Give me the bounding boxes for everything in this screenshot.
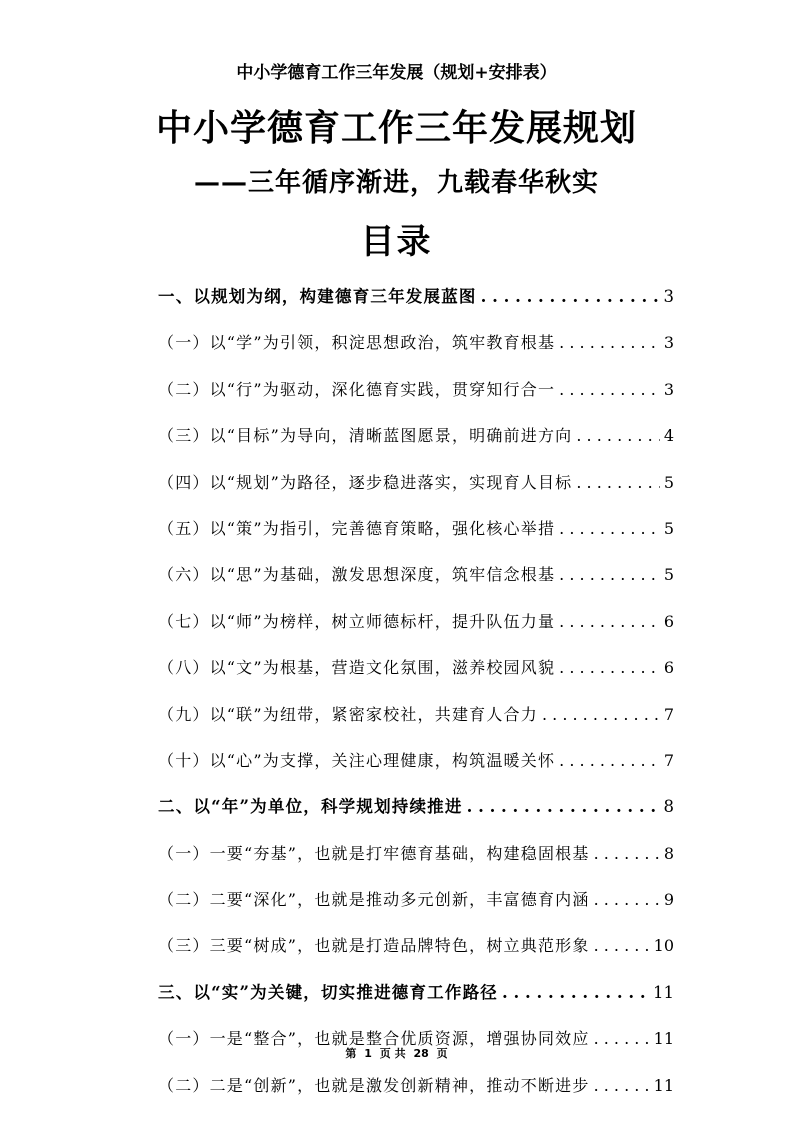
- toc-entry-text: （一）一是“整合”，也就是整合优质资源，增强协同效应: [158, 1029, 590, 1049]
- document-title: 中小学德育工作三年发展规划: [155, 107, 637, 149]
- toc-entry-page: 3: [663, 287, 674, 306]
- toc-entry[interactable]: [158, 929, 674, 975]
- toc-entry-text: （五）以“策”为指引，完善德育策略，强化核心举措: [158, 518, 556, 538]
- toc-leader-dots: [594, 1069, 650, 1103]
- toc-entry-page: 6: [663, 658, 674, 678]
- page-header: 中小学德育工作三年发展（规划+安排表）: [236, 63, 557, 83]
- toc-entry[interactable]: [158, 790, 674, 836]
- toc-entry-text: （十）以“心”为支撑，关注心理健康，构筑温暖关怀: [158, 750, 556, 770]
- toc-entry[interactable]: [158, 698, 674, 744]
- toc-leader-dots: [594, 883, 660, 917]
- toc-entry-text: （三）三要“树成”，也就是打造品牌特色，树立典范形象: [158, 936, 590, 956]
- table-of-contents: [158, 280, 674, 1115]
- toc-leader-dots: [576, 466, 659, 500]
- toc-entry-page: 4: [663, 426, 674, 446]
- toc-entry[interactable]: [158, 837, 674, 883]
- toc-heading: 目录: [360, 222, 433, 262]
- footer-total-pages: 28: [413, 1047, 429, 1060]
- toc-entry[interactable]: [158, 466, 674, 512]
- toc-entry-page: 5: [663, 565, 674, 585]
- toc-entry-text: （二）二要“深化”，也就是推动多元创新，丰富德育内涵: [158, 890, 590, 910]
- toc-leader-dots: [542, 698, 660, 732]
- toc-entry-page: 7: [663, 704, 674, 724]
- toc-entry[interactable]: [158, 976, 674, 1022]
- footer-page-number: 1: [364, 1047, 372, 1060]
- toc-entry[interactable]: [158, 512, 674, 558]
- toc-leader-dots: [559, 558, 660, 592]
- toc-entry-text: （三）以“目标”为导向，清晰蓝图愿景，明确前进方向: [158, 426, 573, 446]
- toc-entry-page: 11: [653, 1075, 674, 1095]
- toc-entry-text: （六）以“思”为基础，激发思想深度，筑牢信念根基: [158, 565, 556, 585]
- toc-leader-dots: [559, 651, 660, 685]
- toc-entry[interactable]: [158, 373, 674, 419]
- toc-leader-dots: [467, 790, 660, 824]
- toc-entry[interactable]: [158, 280, 674, 326]
- toc-entry-text: （八）以“文”为根基，营造文化氛围，滋养校园风貌: [158, 658, 556, 678]
- toc-entry-page: 3: [663, 333, 674, 353]
- toc-leader-dots: [559, 373, 660, 407]
- toc-entry-text: （一）一要“夯基”，也就是打牢德育基础，构建稳固根基: [158, 843, 590, 863]
- footer-middle: 页 共: [379, 1047, 406, 1060]
- toc-entry[interactable]: [158, 651, 674, 697]
- toc-entry-text: 三、以“实”为关键，切实推进德育工作路径: [158, 982, 498, 1002]
- toc-leader-dots: [594, 837, 660, 871]
- toc-entry-text: （七）以“师”为榜样，树立师德标杆，提升队伍力量: [158, 611, 556, 631]
- toc-entry[interactable]: [158, 326, 674, 372]
- toc-entry-text: （四）以“规划”为路径，逐步稳进落实，实现育人目标: [158, 472, 573, 492]
- toc-entry-page: 8: [663, 843, 674, 863]
- toc-entry-page: 9: [663, 890, 674, 910]
- footer-suffix: 页: [436, 1047, 448, 1060]
- toc-leader-dots: [481, 280, 660, 314]
- toc-entry-page: 3: [663, 379, 674, 399]
- toc-entry-text: （二）二是“创新”，也就是激发创新精神，推动不断进步: [158, 1075, 590, 1095]
- toc-leader-dots: [559, 326, 660, 360]
- document-subtitle: ——三年循序渐进，九载春华秋实: [193, 168, 599, 198]
- toc-leader-dots: [559, 605, 660, 639]
- toc-entry[interactable]: [158, 419, 674, 465]
- toc-entry-text: 一、以规划为纲，构建德育三年发展蓝图: [158, 287, 477, 306]
- toc-entry-page: 5: [663, 518, 674, 538]
- toc-leader-dots: [559, 744, 660, 778]
- toc-entry[interactable]: [158, 605, 674, 651]
- toc-entry-page: 6: [663, 611, 674, 631]
- toc-entry[interactable]: [158, 558, 674, 604]
- toc-entry[interactable]: [158, 1069, 674, 1115]
- toc-entry-page: 5: [663, 472, 674, 492]
- toc-entry-text: （九）以“联”为纽带，紧密家校社，共建育人合力: [158, 704, 538, 724]
- toc-entry[interactable]: [158, 744, 674, 790]
- toc-leader-dots: [502, 976, 649, 1010]
- footer-prefix: 第: [345, 1047, 357, 1060]
- toc-leader-dots: [594, 929, 650, 963]
- toc-entry-page: 11: [653, 1029, 674, 1049]
- toc-entry-text: （二）以“行”为驱动，深化德育实践，贯穿知行合一: [158, 379, 556, 399]
- toc-entry-page: 7: [663, 750, 674, 770]
- toc-entry-page: 11: [653, 982, 674, 1002]
- toc-entry[interactable]: [158, 883, 674, 929]
- page-footer: [0, 1045, 793, 1061]
- toc-entry-text: 二、以“年”为单位，科学规划持续推进: [158, 797, 463, 817]
- toc-entry-page: 8: [663, 797, 674, 817]
- toc-entry-text: （一）以“学”为引领，积淀思想政治，筑牢教育根基: [158, 333, 556, 353]
- toc-leader-dots: [559, 512, 660, 546]
- toc-leader-dots: [576, 419, 659, 453]
- toc-entry-page: 10: [653, 936, 674, 956]
